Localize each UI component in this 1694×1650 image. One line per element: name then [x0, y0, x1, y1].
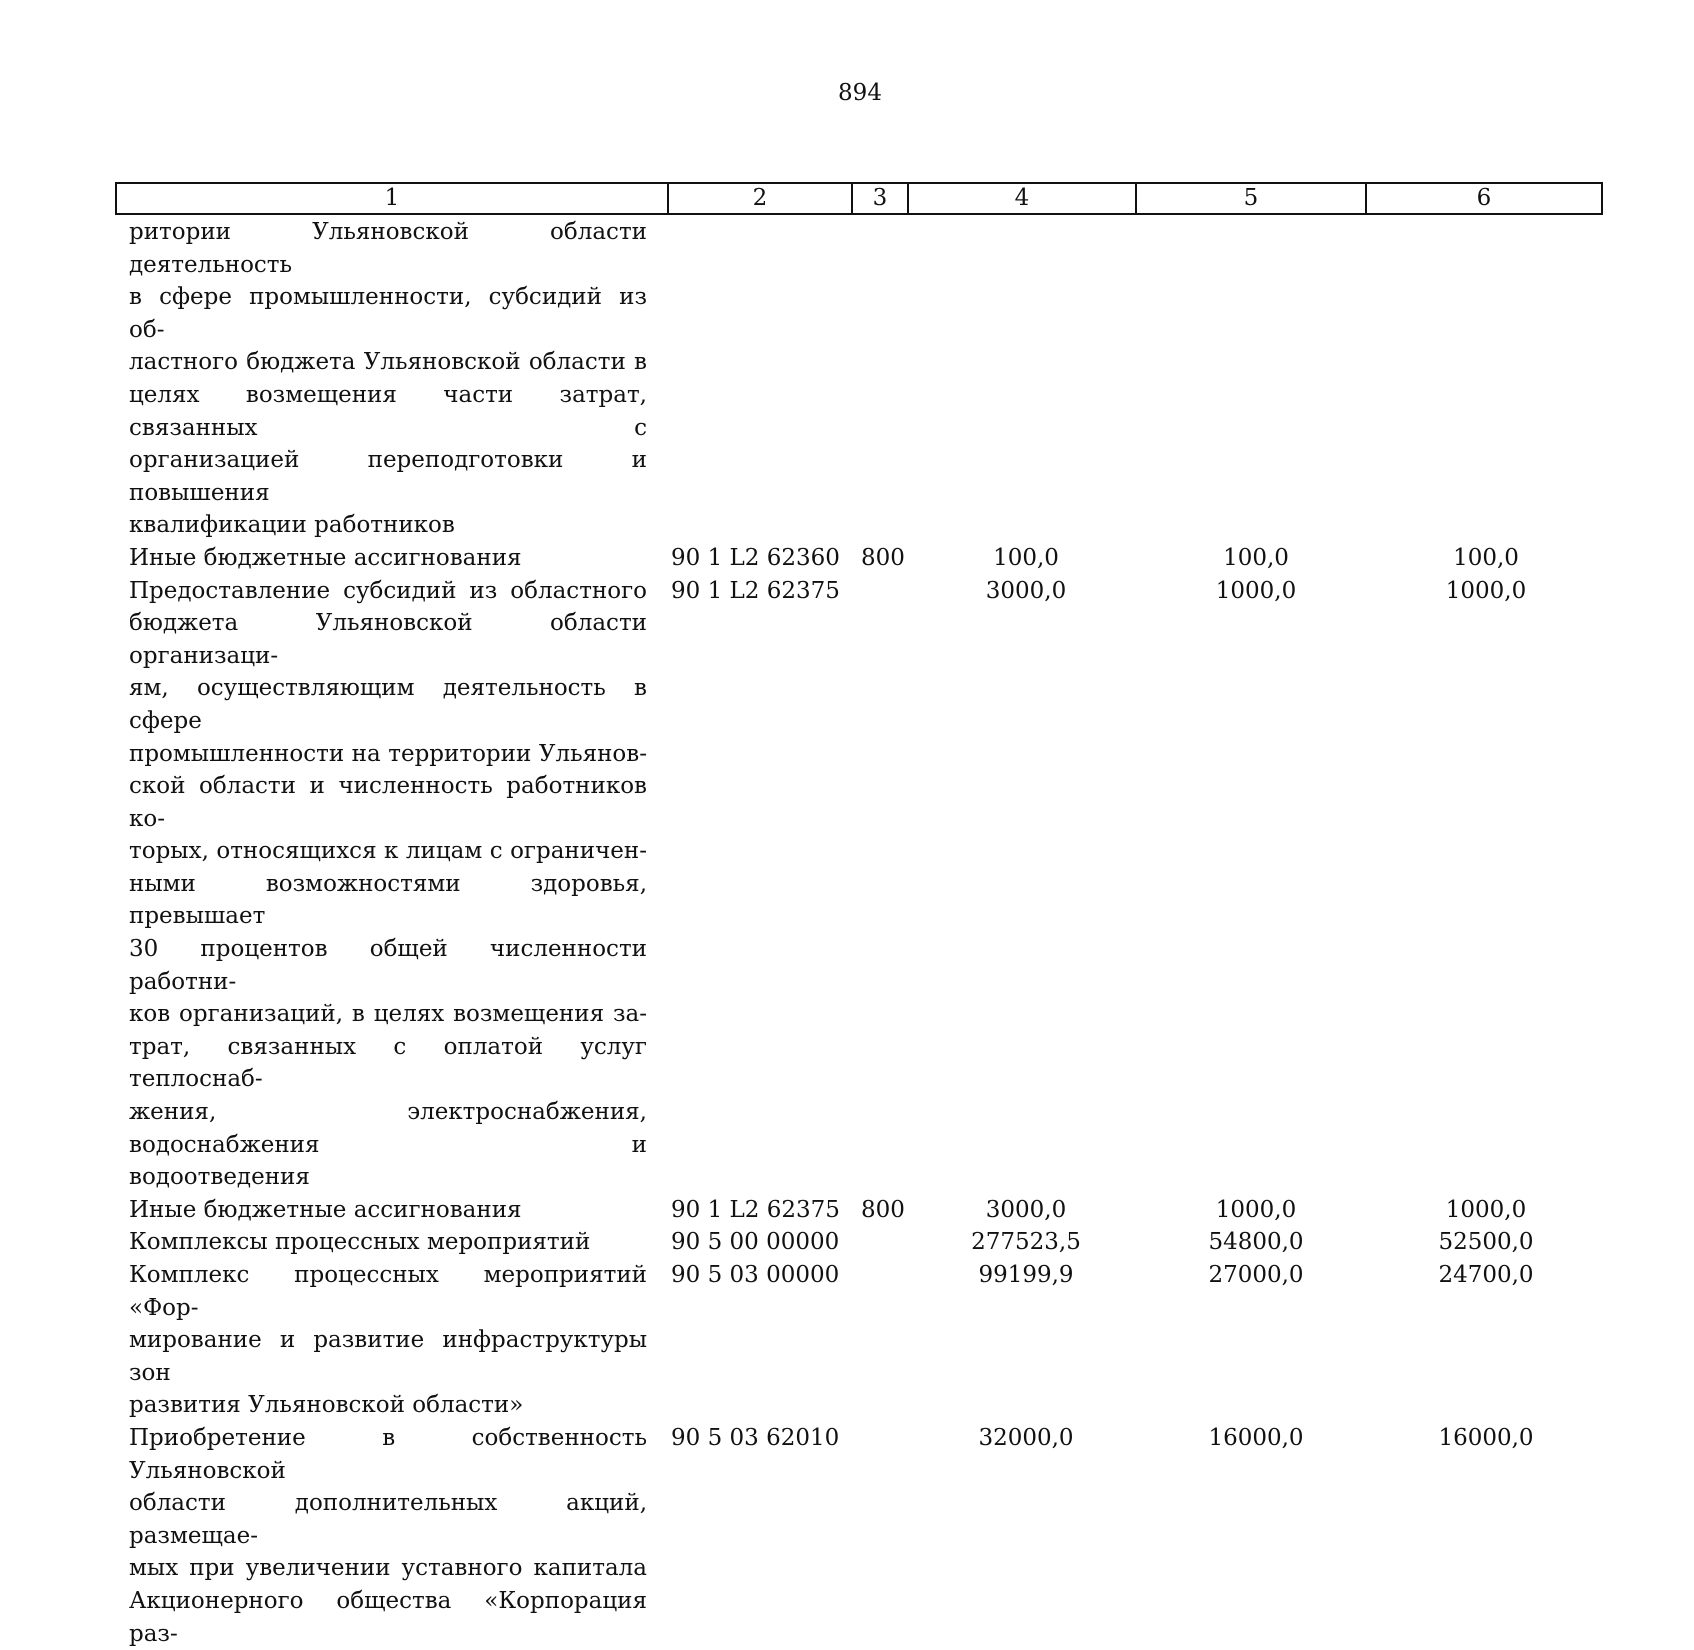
row-description [115, 1259, 655, 1422]
row-expense-type [853, 1226, 911, 1259]
table-row [115, 1422, 1601, 1650]
description-line: ластного бюджета Ульяновской области в [129, 349, 647, 376]
row-value-col5 [1141, 216, 1371, 542]
description-line: торых, относящихся к лицам с ограничен- [129, 838, 647, 865]
table-row [115, 1259, 1601, 1422]
description-line: ными возможностями здоровья, превышает [129, 870, 647, 930]
description-line: Комплексы процессных мероприятий [129, 1229, 591, 1256]
description-line: жения, электроснабжения, водоснабжения и [129, 1099, 647, 1158]
row-expense-type [853, 575, 911, 1194]
column-header-2: 2 [668, 183, 852, 214]
table-row [115, 1226, 1601, 1259]
row-description [115, 1194, 655, 1227]
row-value-col5: 1000,0 [1215, 577, 1297, 604]
description-line: бюджета Ульяновской области организаци- [129, 610, 647, 669]
table-row [115, 542, 1601, 575]
row-description [115, 1226, 655, 1259]
column-header-table [115, 182, 1603, 215]
row-expense-type [853, 216, 911, 542]
row-value-col4: 99199,9 [978, 1262, 1074, 1288]
row-description [115, 216, 655, 542]
row-value-col5: 100,0 [1223, 544, 1289, 571]
column-header-6: 6 [1366, 183, 1602, 214]
row-code [655, 216, 853, 542]
row-value-col6: 1000,0 [1445, 1196, 1527, 1223]
row-description [115, 575, 655, 1194]
description-line: целях возмещения части затрат, связанных с [129, 381, 647, 441]
row-value-col6: 24700,0 [1438, 1262, 1534, 1288]
row-value-col4: 32000,0 [978, 1424, 1074, 1451]
description-line: ской области и численность работников ко- [129, 773, 647, 832]
row-value-col6: 1000,0 [1445, 577, 1527, 604]
description-line: трат, связанных с оплатой услуг теплоснаб- [129, 1033, 647, 1093]
row-value-col5: 27000,0 [1208, 1262, 1304, 1288]
row-value-col4: 3000,0 [985, 577, 1067, 604]
row-code: 90 5 03 00000 [671, 1262, 840, 1288]
row-description [115, 1422, 655, 1650]
description-line: области дополнительных акций, размещае- [129, 1490, 647, 1549]
table-row [115, 216, 1601, 542]
column-header-4: 4 [908, 183, 1136, 214]
description-line: Комплекс процессных мероприятий «Фор- [129, 1262, 647, 1321]
description-line: Приобретение в собственность Ульяновской [129, 1424, 647, 1484]
row-expense-type [853, 1422, 911, 1650]
row-code: 90 5 03 62010 [671, 1424, 840, 1451]
column-header-row [116, 183, 1602, 214]
description-line: водоотведения [129, 1164, 310, 1191]
description-line: квалификации работников [129, 512, 455, 539]
row-value-col6: 16000,0 [1438, 1424, 1534, 1451]
description-line: организацией переподготовки и повышения [129, 447, 647, 506]
column-header-3: 3 [852, 183, 908, 214]
row-expense-type [853, 1259, 911, 1422]
description-line: Предоставление субсидий из областного [129, 577, 647, 604]
row-value-col4: 100,0 [993, 544, 1059, 571]
description-line: ям, осуществляющим деятельность в сфере [129, 675, 647, 734]
table-row [115, 1194, 1601, 1227]
row-code: 90 1 L2 62375 [671, 577, 840, 604]
description-line: Иные бюджетные ассигнования [129, 1196, 522, 1223]
description-line: в сфере промышленности, субсидий из об- [129, 284, 647, 343]
row-code: 90 1 L2 62360 [671, 544, 840, 571]
row-code: 90 5 00 00000 [671, 1229, 840, 1256]
description-line: развития Ульяновской области» [129, 1392, 524, 1419]
row-value-col4: 3000,0 [985, 1196, 1067, 1223]
description-line: мирование и развитие инфраструктуры зон [129, 1327, 647, 1386]
description-line: Акционерного общества «Корпорация раз- [129, 1587, 647, 1647]
row-code: 90 1 L2 62375 [671, 1196, 840, 1223]
budget-table-body [115, 216, 1601, 1650]
description-line: мых при увеличении уставного капитала [129, 1555, 647, 1582]
row-value-col6: 100,0 [1453, 544, 1519, 571]
description-line: 30 процентов общей численности работни- [129, 936, 647, 995]
row-value-col4: 277523,5 [971, 1229, 1081, 1256]
description-line: ков организаций, в целях возмещения за- [129, 1001, 647, 1028]
row-description [115, 542, 655, 575]
row-value-col5: 54800,0 [1208, 1229, 1304, 1256]
row-value-col6: 52500,0 [1438, 1229, 1534, 1256]
page-number: 894 [838, 80, 882, 106]
column-header-1: 1 [116, 183, 668, 214]
row-value-col4 [911, 216, 1141, 542]
row-expense-type: 800 [861, 544, 905, 571]
row-value-col5: 1000,0 [1215, 1196, 1297, 1223]
row-value-col6 [1371, 216, 1601, 542]
row-expense-type: 800 [861, 1196, 905, 1223]
description-line: промышленности на территории Ульянов- [129, 740, 647, 767]
table-row [115, 575, 1601, 1194]
description-line: ритории Ульяновской области деятельность [129, 219, 647, 278]
row-value-col5: 16000,0 [1208, 1424, 1304, 1451]
column-header-5: 5 [1136, 183, 1366, 214]
description-line: Иные бюджетные ассигнования [129, 544, 522, 571]
